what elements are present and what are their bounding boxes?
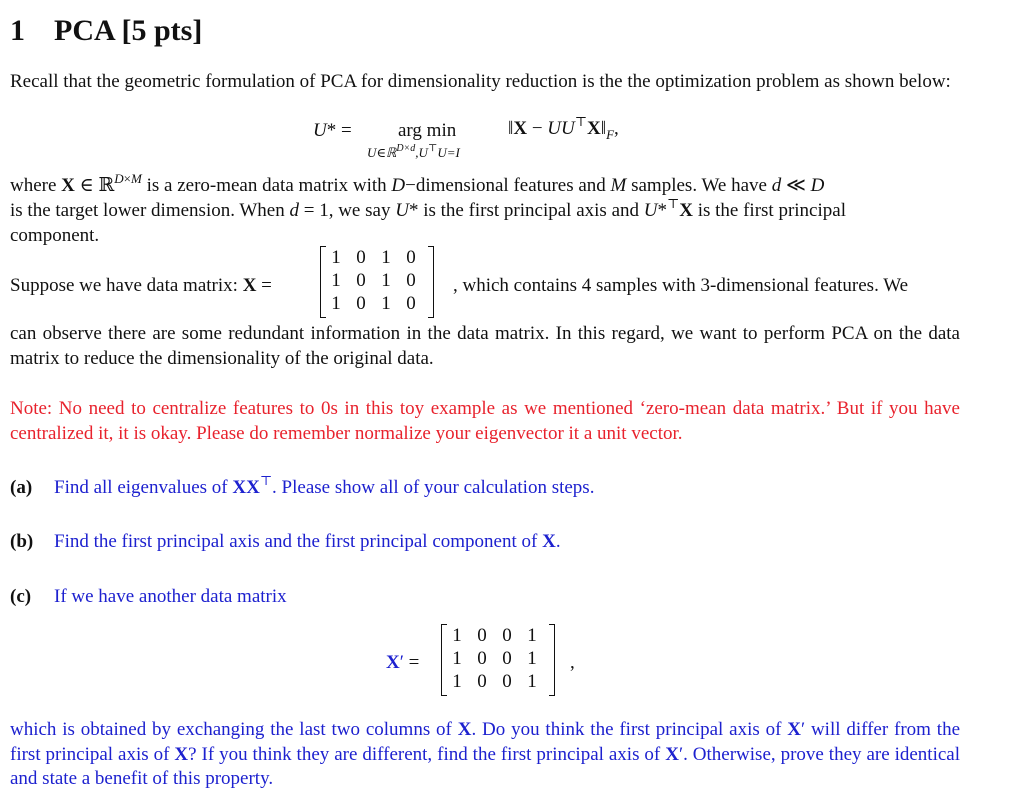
- objective-expression: ‖X − $UU^⊤X‖_F$,: [508, 114, 619, 142]
- m2-cell: 1: [527, 648, 537, 669]
- section-title: PCA [5 pts]: [54, 14, 203, 47]
- m2-cell: 1: [527, 671, 537, 692]
- m1-cell: 1: [381, 247, 391, 268]
- matrix2-right-bracket: [549, 624, 555, 696]
- objective-constraint: U∈ℝ$^{D\times d}$,U⊤U=I: [367, 143, 460, 160]
- second-matrix-tail: ,: [570, 652, 575, 673]
- matrix-right-bracket: [428, 246, 434, 318]
- closing-paragraph: which is obtained by exchanging the last two columns of X. Do you think the first principal axis of X′ will differ from the first principal axis of X? If you think they are different, find the first principal axis of X′. Otherwise, prove they are identical and state a benefit of this property.: [10, 719, 961, 789]
- second-data-matrix: [441, 624, 561, 696]
- where-line-2: is the target lower dimension. When d = 1, we say U* is the first principal axis and U*⊤X is the first principal: [10, 196, 846, 221]
- data-matrix: [320, 246, 440, 318]
- data-matrix-lead: Suppose we have data matrix: X =: [10, 275, 272, 296]
- m2-cell: 1: [452, 648, 462, 669]
- m2-cell: 0: [477, 671, 487, 692]
- note-paragraph: Note: No need to centralize features to 0s in this toy example as we mentioned ‘zero-mean data matrix.’ But if you have centralized it, it is okay. Please do remember normalize your eigenvector it a unit vector.: [10, 398, 960, 444]
- m1-cell: 1: [331, 293, 341, 314]
- part-a-text: Find all eigenvalues of XX⊤. Please show all of your calculation steps.: [54, 473, 595, 498]
- part-c-label: (c): [10, 586, 32, 607]
- part-c: [10, 586, 287, 608]
- m2-cell: 0: [477, 648, 487, 669]
- objective-argmin: arg min: [398, 120, 457, 141]
- m2-cell: 0: [502, 671, 512, 692]
- m2-cell: 1: [452, 671, 462, 692]
- m1-cell: 0: [406, 247, 416, 268]
- part-b-label: (b): [10, 531, 34, 552]
- where-line-1: where X ∈ ℝ$^{D\times M}$ is a zero-mean data matrix with D−dimensional features and M samples. We have d ≪ D: [10, 171, 825, 196]
- m2-cell: 1: [452, 625, 462, 646]
- m1-cell: 0: [406, 270, 416, 291]
- objective-lhs: U* =: [313, 120, 352, 141]
- m1-cell: 1: [381, 270, 391, 291]
- m2-cell: 1: [527, 625, 537, 646]
- m2-cell: 0: [502, 648, 512, 669]
- part-b-text: Find the first principal axis and the first principal component of X.: [54, 531, 561, 552]
- intro-paragraph: Recall that the geometric formulation of PCA for dimensionality reduction is the the optimization problem as shown below:: [10, 71, 951, 92]
- part-a-label: (a): [10, 477, 33, 498]
- second-matrix-lead: X′ =: [386, 652, 420, 673]
- data-matrix-tail: , which contains 4 samples with 3-dimensional features. We: [453, 275, 909, 296]
- part-a: [10, 473, 595, 499]
- section-heading: [10, 14, 202, 48]
- m1-cell: 1: [331, 270, 341, 291]
- redundancy-paragraph: can observe there are some redundant information in the data matrix. In this regard, we want to perform PCA on the data matrix to reduce the dimensionality of the original data.: [10, 323, 960, 369]
- m2-cell: 0: [502, 625, 512, 646]
- section-number: 1: [10, 14, 25, 47]
- m1-cell: 1: [381, 293, 391, 314]
- part-b: [10, 531, 561, 553]
- m1-cell: 1: [331, 247, 341, 268]
- m1-cell: 0: [356, 293, 366, 314]
- where-line-3: component.: [10, 225, 100, 246]
- m1-cell: 0: [356, 270, 366, 291]
- m1-cell: 0: [356, 247, 366, 268]
- m2-cell: 0: [477, 625, 487, 646]
- part-c-text: If we have another data matrix: [54, 586, 287, 607]
- m1-cell: 0: [406, 293, 416, 314]
